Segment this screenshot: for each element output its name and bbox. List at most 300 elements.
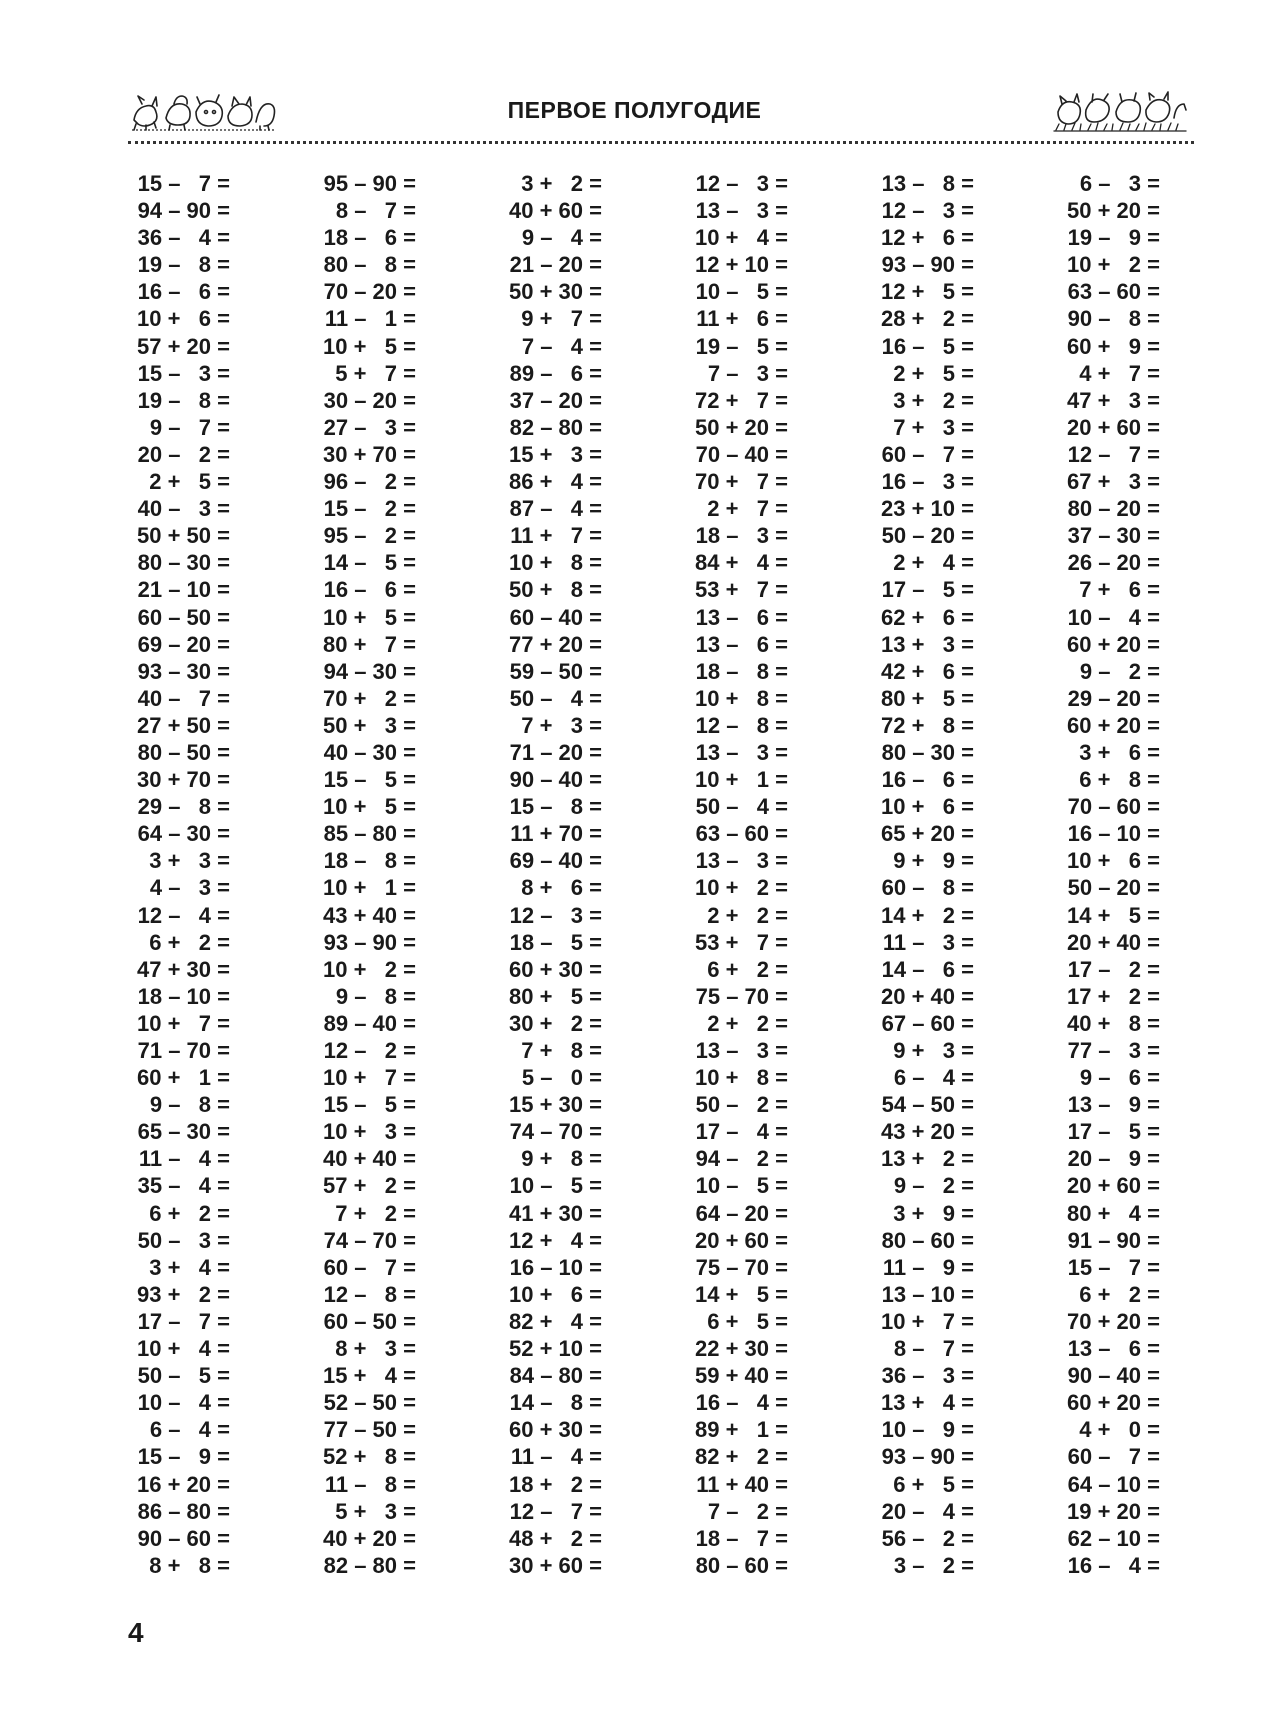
exercise-item xyxy=(494,1037,602,1064)
exercise-expression: 19 – 9 = xyxy=(1067,225,1160,251)
exercise-expression: 10 – 4 = xyxy=(1067,604,1160,630)
exercise-expression: 84 – 80 = xyxy=(509,1363,602,1389)
exercise-item xyxy=(494,983,602,1010)
exercise-item xyxy=(494,712,602,739)
exercise-expression: 21 – 10 = xyxy=(137,577,230,603)
exercise-expression: 15 – 9 = xyxy=(137,1444,230,1470)
exercise-item xyxy=(308,387,416,414)
exercise-expression: 15 + 3 = xyxy=(509,441,602,467)
exercise-expression: 89 + 1 = xyxy=(695,1417,788,1443)
exercise-item xyxy=(1052,929,1160,956)
exercise-expression: 27 + 50 = xyxy=(137,712,230,738)
exercise-item xyxy=(866,1416,974,1443)
exercise-item xyxy=(122,576,230,603)
exercise-item xyxy=(866,1525,974,1552)
exercise-expression: 3 + 3 = xyxy=(149,848,230,874)
exercise-item xyxy=(1052,387,1160,414)
exercise-item xyxy=(866,1118,974,1145)
exercise-expression: 10 + 6 = xyxy=(881,794,974,820)
exercise-expression: 70 + 2 = xyxy=(323,685,416,711)
exercise-expression: 22 + 30 = xyxy=(695,1336,788,1362)
exercise-expression: 6 + 2 = xyxy=(149,929,230,955)
exercise-item xyxy=(308,549,416,576)
exercise-item xyxy=(866,576,974,603)
exercise-item xyxy=(122,1227,230,1254)
exercise-item xyxy=(866,522,974,549)
exercise-expression: 30 – 20 = xyxy=(323,387,416,413)
exercise-expression: 90 – 40 = xyxy=(509,767,602,793)
exercise-item xyxy=(1052,712,1160,739)
exercise-item xyxy=(866,658,974,685)
exercise-item xyxy=(1052,1525,1160,1552)
exercise-item xyxy=(122,1389,230,1416)
exercise-expression: 10 + 2 = xyxy=(1067,252,1160,278)
exercise-expression: 69 – 40 = xyxy=(509,848,602,874)
exercise-expression: 10 + 8 = xyxy=(509,550,602,576)
exercise-item xyxy=(494,197,602,224)
exercise-expression: 82 + 4 = xyxy=(509,1308,602,1334)
exercise-expression: 16 – 5 = xyxy=(881,333,974,359)
page-title: ПЕРВОЕ ПОЛУГОДИЕ xyxy=(507,97,762,123)
exercise-item xyxy=(122,1145,230,1172)
exercise-expression: 93 – 90 = xyxy=(323,929,416,955)
exercise-expression: 86 – 80 = xyxy=(137,1498,230,1524)
exercise-expression: 8 – 7 = xyxy=(335,198,416,224)
exercise-expression: 8 – 7 = xyxy=(893,1336,974,1362)
exercise-expression: 9 + 3 = xyxy=(893,1038,974,1063)
exercise-item xyxy=(866,1389,974,1416)
exercise-expression: 60 + 1 = xyxy=(137,1065,230,1091)
exercise-item xyxy=(680,441,788,468)
exercise-expression: 60 – 8 = xyxy=(881,875,974,901)
exercise-expression: 17 – 4 = xyxy=(695,1119,788,1145)
exercise-item xyxy=(494,1091,602,1118)
exercise-item xyxy=(122,712,230,739)
exercise-expression: 3 – 2 = xyxy=(893,1552,974,1578)
exercise-item xyxy=(680,1227,788,1254)
exercise-expression: 13 – 3 = xyxy=(695,1038,788,1063)
exercise-item xyxy=(1052,1200,1160,1227)
exercise-expression: 15 + 30 = xyxy=(509,1092,602,1118)
exercise-expression: 70 – 40 = xyxy=(695,441,788,467)
exercise-item xyxy=(122,847,230,874)
exercise-item xyxy=(494,1308,602,1335)
exercise-expression: 60 – 7 = xyxy=(881,441,974,467)
exercise-expression: 80 + 5 = xyxy=(509,983,602,1009)
exercise-item xyxy=(866,1335,974,1362)
exercise-item xyxy=(122,793,230,820)
exercise-item xyxy=(308,1064,416,1091)
exercise-expression: 42 + 6 = xyxy=(881,658,974,684)
exercise-expression: 77 – 50 = xyxy=(323,1417,416,1443)
exercise-item xyxy=(122,414,230,441)
exercise-item xyxy=(866,1227,974,1254)
exercise-item xyxy=(122,1172,230,1199)
exercise-expression: 3 + 4 = xyxy=(149,1254,230,1280)
exercise-item xyxy=(680,414,788,441)
exercise-expression: 96 – 2 = xyxy=(323,469,416,495)
exercise-expression: 67 – 60 = xyxy=(881,1010,974,1036)
exercise-item xyxy=(1052,549,1160,576)
exercise-expression: 20 – 9 = xyxy=(1067,1146,1160,1172)
exercise-item xyxy=(122,1200,230,1227)
exercise-expression: 5 – 0 = xyxy=(521,1065,602,1091)
exercise-item xyxy=(1052,1064,1160,1091)
exercise-expression: 12 – 2 = xyxy=(323,1038,416,1063)
exercise-expression: 12 – 7 = xyxy=(1067,441,1160,467)
exercise-expression: 50 + 8 = xyxy=(509,577,602,603)
exercise-expression: 10 + 3 = xyxy=(323,1119,416,1145)
exercise-expression: 4 + 7 = xyxy=(1079,360,1160,386)
exercise-item xyxy=(122,441,230,468)
exercise-expression: 13 + 3 = xyxy=(881,631,974,657)
exercise-item xyxy=(866,170,974,197)
exercise-item xyxy=(866,604,974,631)
exercise-expression: 2 + 4 = xyxy=(893,550,974,576)
exercise-expression: 16 – 6 = xyxy=(323,577,416,603)
exercise-expression: 7 – 3 = xyxy=(707,360,788,386)
exercise-item xyxy=(122,387,230,414)
exercise-expression: 50 – 20 = xyxy=(881,523,974,549)
exercise-item xyxy=(866,333,974,360)
exercise-expression: 72 + 8 = xyxy=(881,712,974,738)
exercise-item xyxy=(866,1443,974,1470)
exercise-expression: 28 + 2 = xyxy=(881,306,974,332)
exercise-expression: 50 + 50 = xyxy=(137,523,230,549)
exercise-item xyxy=(1052,1471,1160,1498)
exercise-item xyxy=(1052,1145,1160,1172)
exercise-item xyxy=(680,1118,788,1145)
exercise-expression: 20 – 4 = xyxy=(881,1498,974,1524)
exercise-expression: 30 + 2 = xyxy=(509,1010,602,1036)
exercise-item xyxy=(122,495,230,522)
exercise-expression: 93 + 2 = xyxy=(137,1281,230,1307)
exercise-expression: 15 + 4 = xyxy=(323,1363,416,1389)
exercise-expression: 11 + 6 = xyxy=(696,306,788,332)
exercise-item xyxy=(1052,414,1160,441)
exercise-expression: 12 + 6 = xyxy=(881,225,974,251)
exercise-item xyxy=(494,1254,602,1281)
exercise-item xyxy=(866,631,974,658)
exercise-expression: 11 + 7 = xyxy=(510,523,602,549)
exercise-item xyxy=(494,414,602,441)
exercise-item xyxy=(494,766,602,793)
exercise-item xyxy=(122,766,230,793)
exercise-expression: 18 – 7 = xyxy=(695,1525,788,1551)
exercise-item xyxy=(122,360,230,387)
exercise-expression: 13 – 6 = xyxy=(1067,1336,1160,1362)
exercise-expression: 10 + 8 = xyxy=(695,685,788,711)
exercise-expression: 94 – 2 = xyxy=(695,1146,788,1172)
exercise-item xyxy=(122,333,230,360)
exercise-item xyxy=(308,1443,416,1470)
exercise-item xyxy=(866,549,974,576)
exercise-item xyxy=(494,847,602,874)
exercise-item xyxy=(680,468,788,495)
exercise-expression: 90 – 8 = xyxy=(1067,306,1160,332)
exercise-expression: 12 – 7 = xyxy=(509,1498,602,1524)
exercise-item xyxy=(308,522,416,549)
exercise-expression: 77 – 3 = xyxy=(1067,1038,1160,1063)
exercise-expression: 30 + 60 = xyxy=(509,1552,602,1578)
exercise-item xyxy=(494,929,602,956)
exercise-item xyxy=(494,631,602,658)
exercise-item xyxy=(866,495,974,522)
exercise-expression: 37 – 20 = xyxy=(509,387,602,413)
exercise-item xyxy=(1052,631,1160,658)
exercise-item xyxy=(308,224,416,251)
exercise-expression: 11 – 3 = xyxy=(882,929,974,955)
exercise-expression: 17 – 5 = xyxy=(881,577,974,603)
exercise-item xyxy=(308,956,416,983)
exercise-item xyxy=(308,170,416,197)
exercise-expression: 90 – 40 = xyxy=(1067,1363,1160,1389)
exercise-expression: 15 – 5 = xyxy=(323,1092,416,1118)
exercise-item xyxy=(494,1118,602,1145)
exercise-expression: 10 – 5 = xyxy=(695,1173,788,1199)
exercise-expression: 20 + 60 = xyxy=(1067,1173,1160,1199)
header-dotted-rule xyxy=(128,141,1194,144)
exercise-expression: 64 – 10 = xyxy=(1067,1471,1160,1497)
exercise-item xyxy=(866,956,974,983)
exercise-expression: 52 + 10 = xyxy=(509,1336,602,1362)
exercise-item xyxy=(122,1443,230,1470)
exercise-item xyxy=(680,549,788,576)
exercise-item xyxy=(494,956,602,983)
exercise-expression: 10 + 6 = xyxy=(137,306,230,332)
exercise-item xyxy=(1052,197,1160,224)
exercise-item xyxy=(122,1091,230,1118)
exercise-item xyxy=(308,1200,416,1227)
exercise-expression: 9 – 6 = xyxy=(1079,1065,1160,1091)
exercise-item xyxy=(866,305,974,332)
exercise-item xyxy=(1052,1416,1160,1443)
exercise-item xyxy=(866,387,974,414)
exercise-item xyxy=(680,522,788,549)
exercise-item xyxy=(866,1200,974,1227)
exercise-expression: 41 + 30 = xyxy=(509,1200,602,1226)
exercise-expression: 11 – 1 = xyxy=(324,306,416,332)
exercise-expression: 75 – 70 = xyxy=(695,983,788,1009)
exercise-item xyxy=(122,739,230,766)
exercise-expression: 65 + 20 = xyxy=(881,821,974,847)
exercise-item xyxy=(680,278,788,305)
exercise-expression: 50 + 20 = xyxy=(1067,198,1160,224)
exercise-item xyxy=(1052,874,1160,901)
exercise-item xyxy=(680,983,788,1010)
exercise-expression: 3 + 6 = xyxy=(1079,739,1160,765)
exercise-item xyxy=(308,929,416,956)
exercise-expression: 11 – 4 = xyxy=(138,1146,230,1172)
exercise-item xyxy=(494,224,602,251)
exercise-item xyxy=(866,251,974,278)
exercise-expression: 65 – 30 = xyxy=(137,1119,230,1145)
exercise-item xyxy=(680,1308,788,1335)
exercise-expression: 10 – 9 = xyxy=(881,1417,974,1443)
exercise-expression: 10 + 6 = xyxy=(509,1281,602,1307)
exercise-expression: 20 + 40 = xyxy=(1067,929,1160,955)
exercise-expression: 70 + 7 = xyxy=(695,469,788,495)
exercise-item xyxy=(122,1308,230,1335)
exercise-item xyxy=(866,1254,974,1281)
exercise-expression: 12 + 4 = xyxy=(509,1227,602,1253)
exercise-item xyxy=(494,685,602,712)
exercise-expression: 70 – 20 = xyxy=(323,279,416,305)
exercise-expression: 94 – 90 = xyxy=(137,198,230,224)
exercise-expression: 60 – 50 = xyxy=(137,604,230,630)
exercise-expression: 47 + 30 = xyxy=(137,956,230,982)
exercise-item xyxy=(680,197,788,224)
exercise-item xyxy=(122,170,230,197)
exercise-item xyxy=(308,1362,416,1389)
exercise-expression: 50 – 3 = xyxy=(137,1227,230,1253)
exercise-expression: 5 + 7 = xyxy=(335,360,416,386)
exercise-item xyxy=(1052,1091,1160,1118)
exercise-item xyxy=(866,1172,974,1199)
exercise-expression: 23 + 10 = xyxy=(881,496,974,522)
exercise-expression: 11 + 70 = xyxy=(510,821,602,847)
exercise-item xyxy=(680,495,788,522)
exercise-item xyxy=(122,658,230,685)
exercise-item xyxy=(680,1064,788,1091)
exercise-expression: 2 + 2 = xyxy=(707,1010,788,1036)
exercise-item xyxy=(866,1308,974,1335)
exercise-item xyxy=(308,576,416,603)
exercise-item xyxy=(866,1471,974,1498)
exercise-expression: 63 – 60 = xyxy=(1067,279,1160,305)
exercise-item xyxy=(680,305,788,332)
exercise-item xyxy=(1052,576,1160,603)
exercise-expression: 12 + 10 = xyxy=(695,252,788,278)
exercise-expression: 80 – 60 = xyxy=(881,1227,974,1253)
exercise-item xyxy=(122,631,230,658)
exercise-item xyxy=(1052,1037,1160,1064)
exercise-expression: 10 + 1 = xyxy=(323,875,416,901)
exercise-item xyxy=(122,1335,230,1362)
exercise-column-2 xyxy=(308,170,416,1579)
exercise-expression: 80 – 30 = xyxy=(881,739,974,765)
exercise-item xyxy=(494,1172,602,1199)
exercise-item xyxy=(494,739,602,766)
exercise-expression: 6 – 4 = xyxy=(149,1417,230,1443)
exercise-expression: 13 + 2 = xyxy=(881,1146,974,1172)
exercise-expression: 52 – 50 = xyxy=(323,1390,416,1416)
exercise-item xyxy=(1052,1362,1160,1389)
exercise-item xyxy=(866,197,974,224)
exercise-expression: 10 + 7 = xyxy=(323,1065,416,1091)
exercise-expression: 13 – 3 = xyxy=(695,739,788,765)
exercise-item xyxy=(866,1091,974,1118)
exercise-item xyxy=(308,847,416,874)
exercise-item xyxy=(308,197,416,224)
exercise-item xyxy=(122,874,230,901)
exercise-expression: 86 + 4 = xyxy=(509,469,602,495)
exercise-item xyxy=(494,1416,602,1443)
exercise-expression: 11 – 9 = xyxy=(882,1254,974,1280)
exercise-expression: 80 – 8 = xyxy=(323,252,416,278)
exercise-item xyxy=(122,468,230,495)
exercise-item xyxy=(308,1227,416,1254)
exercise-expression: 10 + 7 = xyxy=(137,1010,230,1036)
exercise-expression: 60 – 40 = xyxy=(509,604,602,630)
exercise-item xyxy=(680,1552,788,1579)
exercise-item xyxy=(122,1416,230,1443)
exercise-expression: 80 – 60 = xyxy=(695,1552,788,1578)
exercise-item xyxy=(1052,224,1160,251)
exercise-expression: 13 + 4 = xyxy=(881,1390,974,1416)
exercise-expression: 8 + 6 = xyxy=(521,875,602,901)
exercise-expression: 14 + 5 = xyxy=(1067,902,1160,928)
exercise-item xyxy=(122,983,230,1010)
exercise-expression: 53 + 7 = xyxy=(695,929,788,955)
exercise-expression: 4 + 0 = xyxy=(1079,1417,1160,1443)
exercise-item xyxy=(680,170,788,197)
exercise-item xyxy=(1052,333,1160,360)
exercise-item xyxy=(680,874,788,901)
exercise-expression: 50 + 3 = xyxy=(323,712,416,738)
exercise-expression: 10 + 4 = xyxy=(695,225,788,251)
exercise-item xyxy=(308,1525,416,1552)
exercise-item xyxy=(308,1172,416,1199)
exercise-item xyxy=(866,224,974,251)
exercise-expression: 21 – 20 = xyxy=(509,252,602,278)
exercise-item xyxy=(494,874,602,901)
exercise-expression: 16 – 10 = xyxy=(509,1254,602,1280)
exercise-expression: 20 + 60 = xyxy=(1067,414,1160,440)
exercise-item xyxy=(1052,739,1160,766)
exercise-item xyxy=(866,1037,974,1064)
exercise-item xyxy=(308,1498,416,1525)
exercise-item xyxy=(680,1037,788,1064)
exercise-item xyxy=(494,278,602,305)
exercise-item xyxy=(1052,441,1160,468)
exercise-item xyxy=(122,902,230,929)
exercise-expression: 17 + 2 = xyxy=(1067,983,1160,1009)
exercise-expression: 93 – 90 = xyxy=(881,252,974,278)
exercise-expression: 36 – 3 = xyxy=(881,1363,974,1389)
exercise-expression: 3 + 9 = xyxy=(893,1200,974,1226)
exercise-item xyxy=(866,712,974,739)
exercise-expression: 6 – 3 = xyxy=(1079,171,1160,196)
exercise-expression: 19 + 20 = xyxy=(1067,1498,1160,1524)
exercise-item xyxy=(494,251,602,278)
exercise-expression: 82 – 80 = xyxy=(509,414,602,440)
exercise-expression: 47 + 3 = xyxy=(1067,387,1160,413)
exercise-expression: 16 – 10 = xyxy=(1067,821,1160,847)
exercise-item xyxy=(494,522,602,549)
exercise-expression: 50 – 2 = xyxy=(695,1092,788,1118)
exercise-expression: 40 + 40 = xyxy=(323,1146,416,1172)
exercise-item xyxy=(308,902,416,929)
exercise-expression: 2 + 2 = xyxy=(707,902,788,928)
exercise-item xyxy=(680,251,788,278)
exercise-item xyxy=(494,1498,602,1525)
exercise-item xyxy=(494,604,602,631)
exercise-expression: 10 – 5 = xyxy=(509,1173,602,1199)
exercise-expression: 15 – 8 = xyxy=(509,794,602,820)
exercise-expression: 9 – 4 = xyxy=(521,225,602,251)
exercise-expression: 18 – 3 = xyxy=(695,523,788,549)
exercise-expression: 50 – 20 = xyxy=(1067,875,1160,901)
exercise-item xyxy=(1052,1308,1160,1335)
exercise-expression: 50 – 4 = xyxy=(695,794,788,820)
exercise-expression: 16 – 4 = xyxy=(1067,1552,1160,1578)
exercise-item xyxy=(308,1091,416,1118)
exercise-item xyxy=(494,1362,602,1389)
exercise-expression: 74 – 70 = xyxy=(323,1227,416,1253)
exercise-expression: 3 + 2 = xyxy=(521,171,602,196)
exercise-expression: 9 + 7 = xyxy=(521,306,602,332)
